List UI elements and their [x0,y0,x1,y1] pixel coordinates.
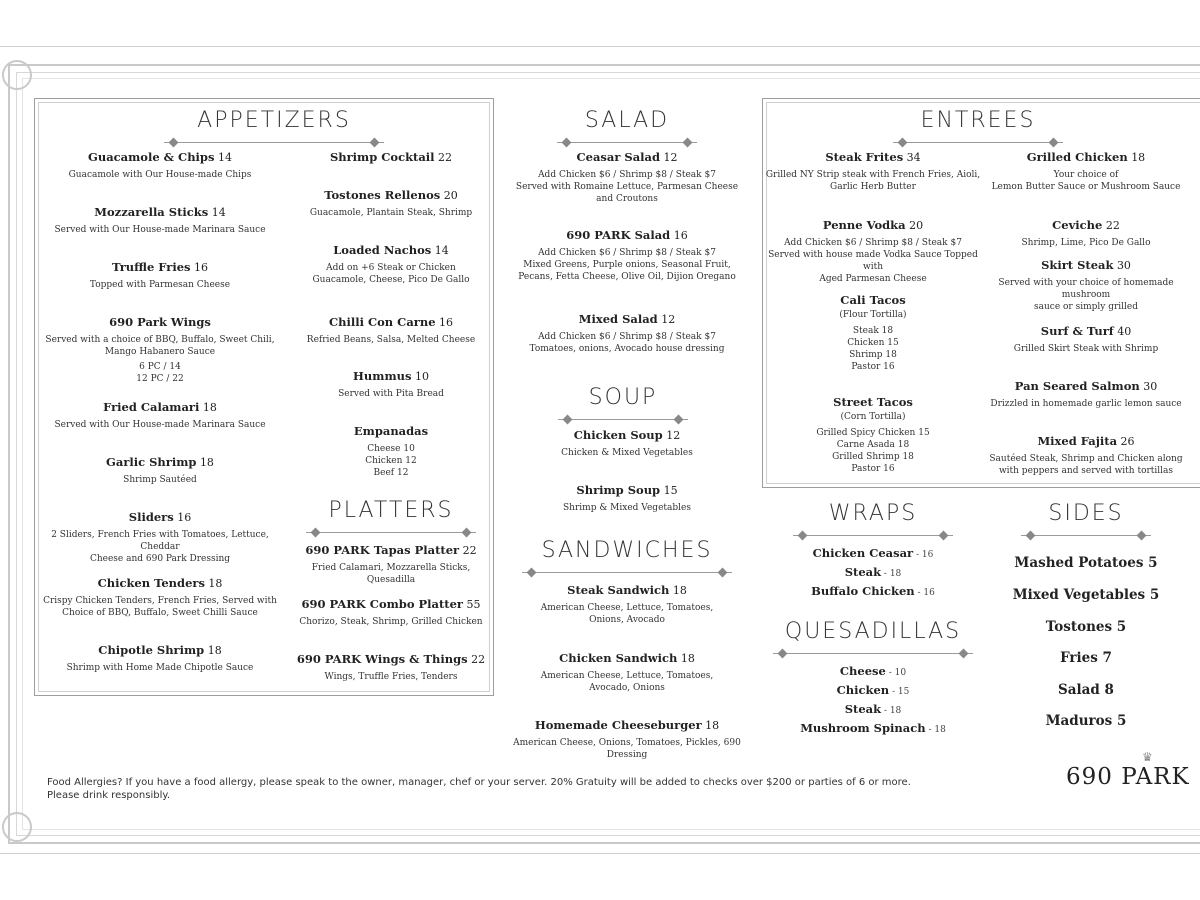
menu-item [763,396,983,475]
menu-item [40,511,280,565]
flourish-diamond [311,528,321,538]
item-name: Chicken Ceasar [812,546,914,560]
menu-item [976,259,1196,313]
item-name: Shrimp Soup [576,483,661,497]
menu-item [291,598,491,628]
menu-item-title [763,396,983,410]
item-description: Topped with Parmesan Cheese [89,279,231,290]
menu-item-title [40,456,280,470]
item-price: 22 [462,544,477,557]
item-name: Chicken Soup [573,428,663,442]
item-price-separator: - [914,588,924,598]
salad-heading: SALAD [584,108,670,133]
flourish-line [793,535,953,536]
menu-item [492,652,762,694]
item-name: 690 Park Wings [109,315,211,329]
sandwiches-heading: SANDWICHES [541,538,713,563]
item-price: 40 [1117,325,1132,338]
menu-item-title [976,325,1196,339]
item-description: Fried Calamari, Mozzarella Sticks, Quesadilla [311,562,471,585]
item-name: 690 PARK Tapas Platter [305,543,460,557]
item-name: Steak [844,565,882,579]
item-name: Mozzarella Sticks [94,205,209,219]
side-item: Mixed Vegetables 5 [1012,587,1160,603]
flourish-diamond [527,568,537,578]
item-name: Fried Calamari [103,400,200,414]
item-name: Loaded Nachos [333,243,432,257]
flourish-diamond [778,649,788,659]
item-name: Cali Tacos [840,293,906,307]
item-description: Cheese 10 Chicken 12 Beef 12 [365,443,417,478]
menu-item-title [492,652,762,666]
item-description: American Cheese, Lettuce, Tomatoes, Avocado, Onions [540,670,714,693]
item-price: 15 [897,687,910,697]
menu-item-title [291,544,491,558]
bottom-rule [0,853,1200,854]
menu-item-title [40,644,280,658]
item-description: Served with Our House-made Marinara Sauce [54,224,266,235]
menu-item-title [976,151,1196,165]
menu-item-title [40,261,280,275]
menu-item [976,219,1196,249]
item-subtitle: (Flour Tortilla) [839,309,907,320]
menu-item [291,425,491,479]
item-name: Skirt Steak [1041,258,1114,272]
item-description: Guacamole with Our House-made Chips [68,169,252,180]
heading-flourish [893,138,1063,148]
item-description: Sautéed Steak, Shrimp and Chicken along with peppers and served with tortillas [989,453,1183,476]
menu-item-title [502,429,752,443]
item-price: 18 [672,584,687,597]
item-name: Street Tacos [833,395,913,409]
item-name: Chilli Con Carne [328,315,436,329]
item-price: 55 [466,598,481,611]
heading-flourish [793,531,953,541]
menu-item [773,566,973,580]
flourish-line [306,532,476,533]
item-description: Served with a choice of BBQ, Buffalo, Sweet Chili, Mango Habanero Sauce [45,334,275,357]
heading-flourish [557,138,697,148]
menu-item [763,219,983,285]
item-price: 16 [923,588,935,598]
item-price: 12 [661,313,676,326]
menu-item [40,577,280,619]
menu-item [291,244,491,286]
menu-item [976,380,1196,410]
menu-item-title [492,584,762,598]
menu-item [291,653,491,683]
item-price: 18 [207,644,222,657]
item-name: Steak [844,702,882,716]
item-price-separator: - [881,706,890,716]
item-price-separator: - [925,725,935,735]
item-name: Grilled Chicken [1026,150,1128,164]
menu-item-title [40,577,280,591]
restaurant-logo: 690 PARK [1066,764,1190,790]
menu-item-title [502,313,752,327]
heading-flourish [1021,531,1151,541]
menu-item-title [763,219,983,233]
item-price-separator: - [885,668,895,678]
item-price: 16 [673,229,688,242]
menu-item [773,684,973,698]
heading-flourish [164,138,384,148]
item-price-separator: - [881,569,890,579]
flourish-line [893,142,1063,143]
flourish-diamond [798,531,808,541]
item-price: 18 [934,725,946,735]
menu-item [492,584,762,626]
item-description: American Cheese, Onions, Tomatoes, Pickles, 690 Dressing [513,737,741,760]
soup-heading: SOUP [588,385,658,410]
menu-item [502,429,752,459]
flourish-diamond [1026,531,1036,541]
menu-item [773,665,973,679]
item-name: Empanadas [353,424,429,438]
flourish-diamond [939,531,949,541]
item-description: Shrimp with Home Made Chipotle Sauce [66,662,254,673]
menu-item-title [291,598,491,612]
menu-item [502,229,752,283]
item-description: Chorizo, Steak, Shrimp, Grilled Chicken [299,616,483,627]
wraps-heading: WRAPS [828,501,918,526]
menu-item [40,401,280,431]
menu-item-title [40,316,280,330]
item-name: Homemade Cheeseburger [534,718,702,732]
item-description: Shrimp Sautéed [123,474,197,485]
item-name: 690 PARK Salad [566,228,671,242]
item-price: 20 [443,189,458,202]
menu-item-title [763,151,983,165]
top-rule [0,46,1200,47]
menu-item [40,644,280,674]
item-name: Steak Frites [825,150,904,164]
menu-item [40,151,280,181]
flourish-line [522,572,732,573]
flourish-line [1021,535,1151,536]
item-description: Add Chicken $6 / Shrimp $8 / Steak $7 Served with house made Vodka Sauce Topped with Aged Parmesan Cheese [768,237,978,285]
item-name: Chipotle Shrimp [98,643,205,657]
flourish-diamond [718,568,728,578]
side-item: Salad 8 [1058,682,1114,698]
item-name: Penne Vodka [822,218,906,232]
menu-item-title [291,653,491,667]
menu-item [291,544,491,586]
item-description: Add Chicken $6 / Shrimp $8 / Steak $7 Tomatoes, onions, Avocado house dressing [529,331,725,354]
item-price: 18 [199,456,214,469]
menu-item [291,189,491,219]
flourish-diamond [959,649,969,659]
item-price-separator: - [889,687,898,697]
flourish-diamond [1137,531,1147,541]
menu-item-title [291,151,491,165]
allergy-note: Food Allergies? If you have a food allergy, please speak to the owner, manager, chef or your server. 20% Gratuity will be added to checks over $200 or parties of 6 or more. Please drink responsibly. [47,777,911,801]
menu-item [40,261,280,291]
menu-item-title [976,259,1196,273]
item-name: Sliders [128,510,174,524]
item-price: 22 [471,653,486,666]
appetizers-heading: APPETIZERS [197,108,351,133]
item-name: Tostones Rellenos [324,188,441,202]
item-price: 22 [1105,219,1120,232]
item-description: Wings, Truffle Fries, Tenders [324,671,458,682]
menu-item-title [502,229,752,243]
menu-item-title [291,316,491,330]
menu-item-title [291,189,491,203]
entrees-heading: ENTREES [920,108,1036,133]
flourish-line [558,419,688,420]
menu-item-title [492,719,762,733]
menu-item [773,703,973,717]
heading-flourish [773,649,973,659]
item-price: 34 [906,151,921,164]
item-name: Cheese [839,664,886,678]
item-name: Mixed Fajita [1037,434,1118,448]
menu-item [502,484,752,514]
item-price: 30 [1143,380,1158,393]
item-description: Grilled Spicy Chicken 15 Carne Asada 18 Grilled Shrimp 18 Pastor 16 [816,427,930,475]
item-price: 16 [193,261,208,274]
item-name: Chicken [836,683,890,697]
flourish-diamond [898,138,908,148]
menu-item-title [976,380,1196,394]
item-name: Chicken Tenders [97,576,205,590]
item-price: 16 [177,511,192,524]
item-name: Ceviche [1052,218,1103,232]
menu-item-title [291,425,491,439]
side-item: Mashed Potatoes 5 [1014,555,1158,571]
menu-item [976,435,1196,477]
menu-item [976,325,1196,355]
item-description: Chicken & Mixed Vegetables [561,447,693,458]
item-price: 18 [705,719,720,732]
menu-item [40,456,280,486]
platters-heading: PLATTERS [328,498,454,523]
item-name: Ceasar Salad [576,150,661,164]
menu-item-title [976,219,1196,233]
item-description: Steak 18 Chicken 15 Shrimp 18 Pastor 16 [847,325,899,373]
item-description: Crispy Chicken Tenders, French Fries, Served with Choice of BBQ, Buffalo, Sweet Chilli Sauce [43,595,277,618]
item-price: 18 [680,652,695,665]
item-name: Steak Sandwich [567,583,670,597]
item-price: 30 [1116,259,1131,272]
item-name: Pan Seared Salmon [1014,379,1140,393]
item-price: 12 [663,151,678,164]
item-description: Served with your choice of homemade mushroom sauce or simply grilled [998,277,1174,312]
menu-item [492,719,762,761]
item-name: Truffle Fries [112,260,191,274]
menu-item-title [40,401,280,415]
item-description: Grilled NY Strip steak with French Fries, Aioli, Garlic Herb Butter [765,169,981,192]
heading-flourish [522,568,732,578]
item-name: 690 PARK Combo Platter [301,597,463,611]
menu-item-title [40,151,280,165]
item-name: 690 PARK Wings & Things [296,652,468,666]
menu-item [976,151,1196,193]
menu-item [40,206,280,236]
item-price: 14 [434,244,449,257]
item-description: Add Chicken $6 / Shrimp $8 / Steak $7 Served with Romaine Lettuce, Parmesan Cheese and Croutons [515,169,739,204]
item-description: Shrimp, Lime, Pico De Gallo [1021,237,1151,248]
item-name: Garlic Shrimp [106,455,197,469]
item-name: Surf & Turf [1040,324,1114,338]
menu-item [773,585,973,599]
item-description: 2 Sliders, French Fries with Tomatoes, Lettuce, Cheddar Cheese and 690 Park Dressing [51,529,269,564]
item-price: 22 [438,151,453,164]
item-description: Drizzled in homemade garlic lemon sauce [990,398,1182,409]
item-price: 14 [217,151,232,164]
item-description: Served with Our House-made Marinara Sauce [54,419,266,430]
menu-item [502,313,752,355]
side-item: Tostones 5 [1045,619,1127,635]
item-name: Mixed Salad [578,312,658,326]
menu-item-title [40,511,280,525]
item-portions: 6 PC / 14 12 PC / 22 [136,361,184,385]
item-description: Add on +6 Steak or Chicken Guacamole, Cheese, Pico De Gallo [312,262,470,285]
frame-corner-ornament [2,60,32,90]
item-price: 14 [211,206,226,219]
item-price-separator: - [913,550,922,560]
menu-item-title [291,244,491,258]
item-price: 20 [909,219,924,232]
flourish-diamond [462,528,472,538]
item-price: 10 [894,668,907,678]
menu-item-title [763,294,983,308]
sides-heading: SIDES [1048,501,1124,526]
flourish-diamond [169,138,179,148]
item-price: 18 [889,706,902,716]
logo-crown-icon: ♛ [1142,750,1153,764]
item-price: 10 [414,370,429,383]
side-item: Maduros 5 [1045,713,1127,729]
item-description: Shrimp & Mixed Vegetables [563,502,691,513]
menu-item-title [40,206,280,220]
item-description: Guacamole, Plantain Steak, Shrimp [309,207,473,218]
flourish-diamond [674,415,684,425]
flourish-diamond [562,138,572,148]
item-name: Shrimp Cocktail [329,150,435,164]
quesadillas-heading: QUESADILLAS [784,619,962,644]
item-price: 18 [202,401,217,414]
menu-item-title [291,370,491,384]
item-description: Refried Beans, Salsa, Melted Cheese [306,334,476,345]
menu-item-title [502,151,752,165]
item-name: Mushroom Spinach [800,721,926,735]
flourish-diamond [1049,138,1059,148]
heading-flourish [558,415,688,425]
item-price: 12 [666,429,681,442]
item-name: Buffalo Chicken [811,584,915,598]
flourish-diamond [370,138,380,148]
item-description: American Cheese, Lettuce, Tomatoes, Onions, Avocado [540,602,714,625]
item-price: 26 [1120,435,1135,448]
item-price: 16 [439,316,454,329]
menu-item [291,316,491,346]
heading-flourish [306,528,476,538]
menu-item-title [976,435,1196,449]
flourish-diamond [683,138,693,148]
item-price: 15 [663,484,678,497]
menu-item [502,151,752,205]
flourish-line [773,653,973,654]
item-description: Add Chicken $6 / Shrimp $8 / Steak $7 Mixed Greens, Purple onions, Seasonal Fruit, Pecans, Fetta Cheese, Olive Oil, Dijion Oregano [518,247,736,282]
item-description: Grilled Skirt Steak with Shrimp [1013,343,1159,354]
menu-item [291,151,491,165]
item-price: 18 [208,577,223,590]
flourish-diamond [563,415,573,425]
menu-item [291,370,491,400]
item-description: Your choice of Lemon Butter Sauce or Mushroom Sauce [991,169,1181,192]
side-item: Fries 7 [1060,650,1112,666]
item-price: 18 [1131,151,1146,164]
item-subtitle: (Corn Tortilla) [840,411,906,422]
menu-item [40,316,280,385]
item-description: Served with Pita Bread [338,388,444,399]
item-name: Guacamole & Chips [88,150,215,164]
item-price: 16 [921,550,934,560]
flourish-line [557,142,697,143]
menu-item [763,294,983,373]
menu-item [773,547,973,561]
frame-corner-ornament [2,812,32,842]
item-price: 18 [889,569,902,579]
menu-item [763,151,983,193]
item-name: Hummus [353,369,412,383]
item-name: Chicken Sandwich [559,651,678,665]
flourish-line [164,142,384,143]
menu-item-title [502,484,752,498]
menu-item [773,722,973,736]
